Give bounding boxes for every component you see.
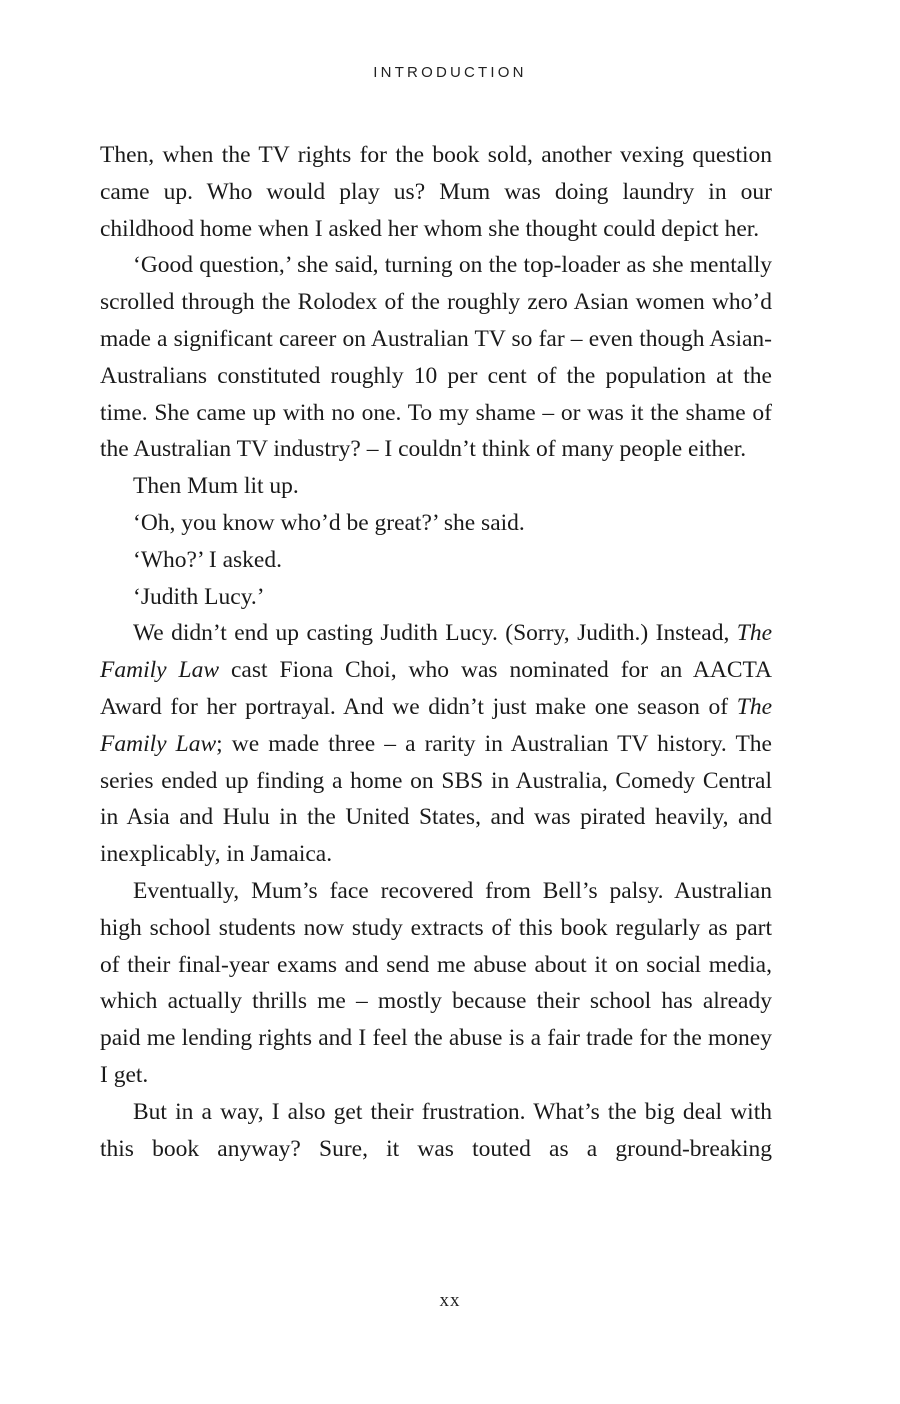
paragraph: Then Mum lit up.	[133, 473, 299, 500]
paragraph-text: We didn’t end up casting Judith Lucy. (Sorry, Judith.) Instead,	[133, 620, 737, 647]
paragraph: Then, when the TV rights for the book sold, another vexing question came up. Who would play us? Mum was doing laundry in our childhood home when I asked her whom she thought could depict her.	[100, 142, 772, 242]
show-title: The Family Law	[100, 693, 772, 757]
paragraph: ‘Judith Lucy.’	[133, 583, 265, 610]
page-number: xx	[439, 1290, 461, 1311]
paragraph: Eventually, Mum’s face recovered from Bell’s palsy. Australian high school students now study extracts of this book regularly as part of their final-year exams and send me abuse about it on social media, which actually thrills me – mostly because their school has already paid me lending rights and I feel the abuse is a fair trade for the money I get.	[100, 877, 772, 1088]
paragraph-text: ; we made three – a rarity in Australian TV history. The series ended up finding a home on SBS in Australia, Comedy Central in Asia and Hulu in the United States, and was pirated heavily, and inexplicably, in Jamaica.	[100, 730, 772, 868]
paragraph-text: cast Fiona Choi, who was nominated for an AACTA Award for her portrayal. And we didn’t just make one season of	[100, 657, 772, 720]
show-title: The Family Law	[100, 620, 772, 684]
running-head: INTRODUCTION	[373, 64, 527, 81]
paragraph	[100, 615, 772, 873]
paragraph: ‘Oh, you know who’d be great?’ she said.	[133, 509, 525, 536]
paragraph: But in a way, I also get their frustration. What’s the big deal with this book anyway? Sure, it was touted as a ground-breaking	[100, 1098, 772, 1162]
paragraph: ‘Who?’ I asked.	[133, 546, 282, 573]
paragraph: ‘Good question,’ she said, turning on the top-loader as she mentally scrolled through the Rolodex of the roughly zero Asian women who’d made a significant career on Australian TV so far – even though Asian-Australians constituted roughly 10 per cent of the population at the time. She came up with no one. To my shame – or was it the shame of the Australian TV industry? – I couldn’t think of many people either.	[100, 252, 772, 463]
body-text	[100, 137, 772, 1167]
